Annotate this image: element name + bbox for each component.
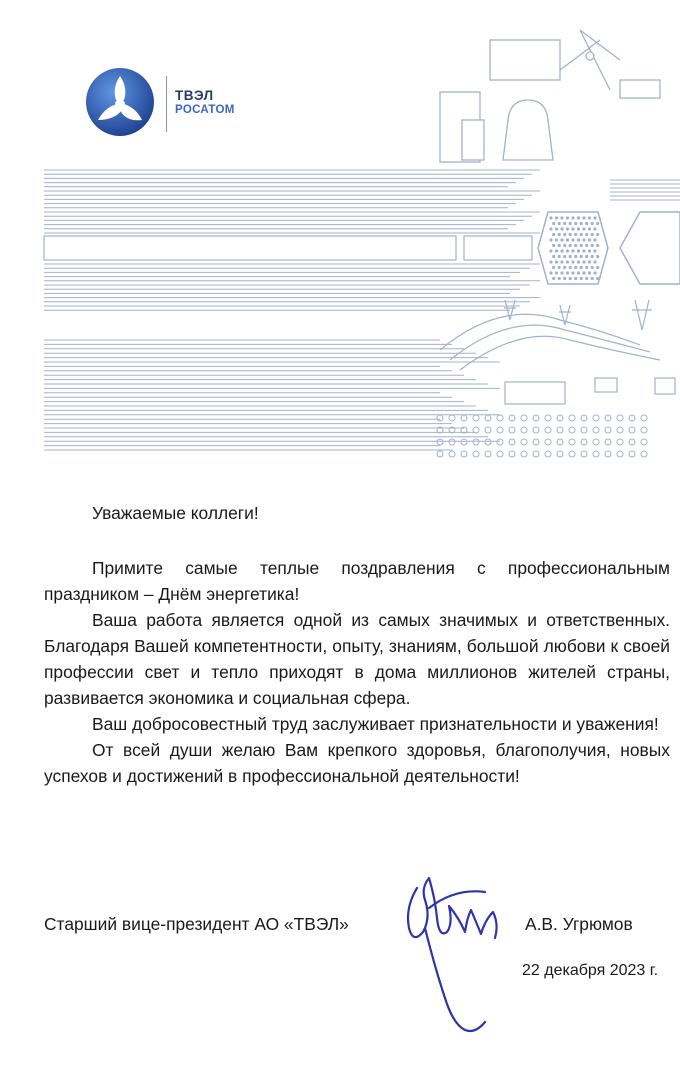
letter-paragraph-3: Ваш добросовестный труд заслуживает признательности и уважения!: [92, 714, 659, 734]
handwritten-signature: [395, 848, 515, 1038]
letter-paragraph-2: Ваша работа является одной из самых значимых и ответственных. Благодаря Вашей компетентности, опыту, знаниям, большой любови к своей профессии свет и тепло приходят в дома миллионов жителей страны, развивается экономика и социальная сфера.: [44, 610, 670, 708]
company-logo: [84, 66, 254, 138]
letterhead: [0, 0, 680, 470]
logo-sub-text: РОСАТОМ: [175, 104, 235, 116]
letter-date: 22 декабря 2023 г.: [522, 962, 659, 979]
signatory-name: А.В. Угрюмов: [525, 914, 633, 934]
letter-greeting: Уважаемые коллеги!: [92, 503, 259, 523]
letter-body: [44, 555, 670, 789]
letter-paragraph-1: Примите самые теплые поздравления с профессиональным праздником – Днём энергетика!: [44, 558, 670, 604]
logo-divider: [166, 76, 167, 132]
logo-brand-text: ТВЭЛ: [175, 88, 214, 103]
letter-paragraph-4: От всей души желаю Вам крепкого здоровья, благополучия, новых успехов и достижений в профессиональной деятельности!: [44, 740, 670, 786]
signatory-title: Старший вице-президент АО «ТВЭЛ»: [44, 914, 349, 934]
rosatom-atom-icon: [84, 66, 156, 138]
